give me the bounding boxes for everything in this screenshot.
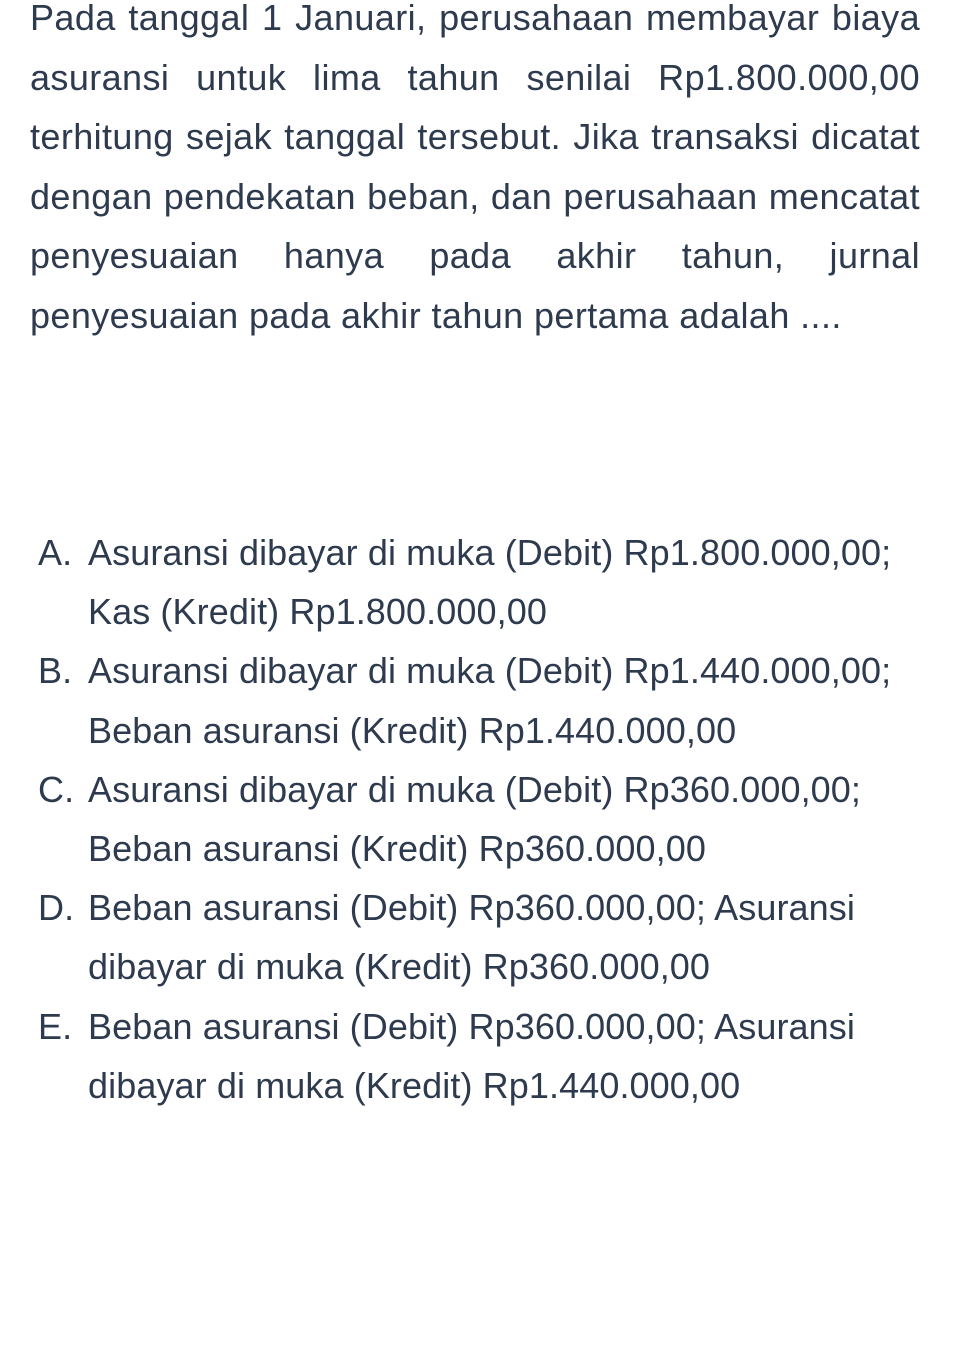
option-letter: D. [38, 887, 75, 929]
option-e[interactable] [38, 997, 943, 1115]
option-b[interactable] [38, 641, 943, 759]
option-c[interactable] [38, 760, 943, 878]
option-letter: A. [38, 532, 73, 573]
option-letter: E. [38, 1005, 73, 1047]
option-text: Asuransi dibayar di muka (Debit) Rp1.800.000,00; Kas (Kredit) Rp1.800.000,00 [88, 532, 892, 633]
option-letter: B. [38, 650, 73, 692]
option-text: Asuransi dibayar di muka (Debit) Rp1.440.000,00; Beban asuransi (Kredit) Rp1.440.000,00 [88, 650, 892, 751]
option-text: Beban asuransi (Debit) Rp360.000,00; Asuransi dibayar di muka (Kredit) Rp360.000,00 [88, 887, 855, 988]
option-text: Beban asuransi (Debit) Rp360.000,00; Asuransi dibayar di muka (Kredit) Rp1.440.000,00 [88, 1005, 855, 1106]
option-d[interactable] [38, 878, 943, 996]
option-text: Asuransi dibayar di muka (Debit) Rp360.000,00; Beban asuransi (Kredit) Rp360.000,00 [88, 768, 862, 870]
option-letter: C. [38, 768, 75, 810]
option-a[interactable] [38, 523, 943, 641]
question-text: Pada tanggal 1 Januari, perusahaan membayar biaya asuransi untuk lima tahun senilai Rp1.800.000,00 terhitung sejak tanggal tersebut. Jika transaksi dicatat dengan pendekatan beban, dan perusahaan mencatat penyesuaian hanya pada akhir tahun, jurnal penyesuaian pada akhir tahun pertama adalah .... [30, 0, 920, 336]
answer-options [38, 523, 943, 1115]
